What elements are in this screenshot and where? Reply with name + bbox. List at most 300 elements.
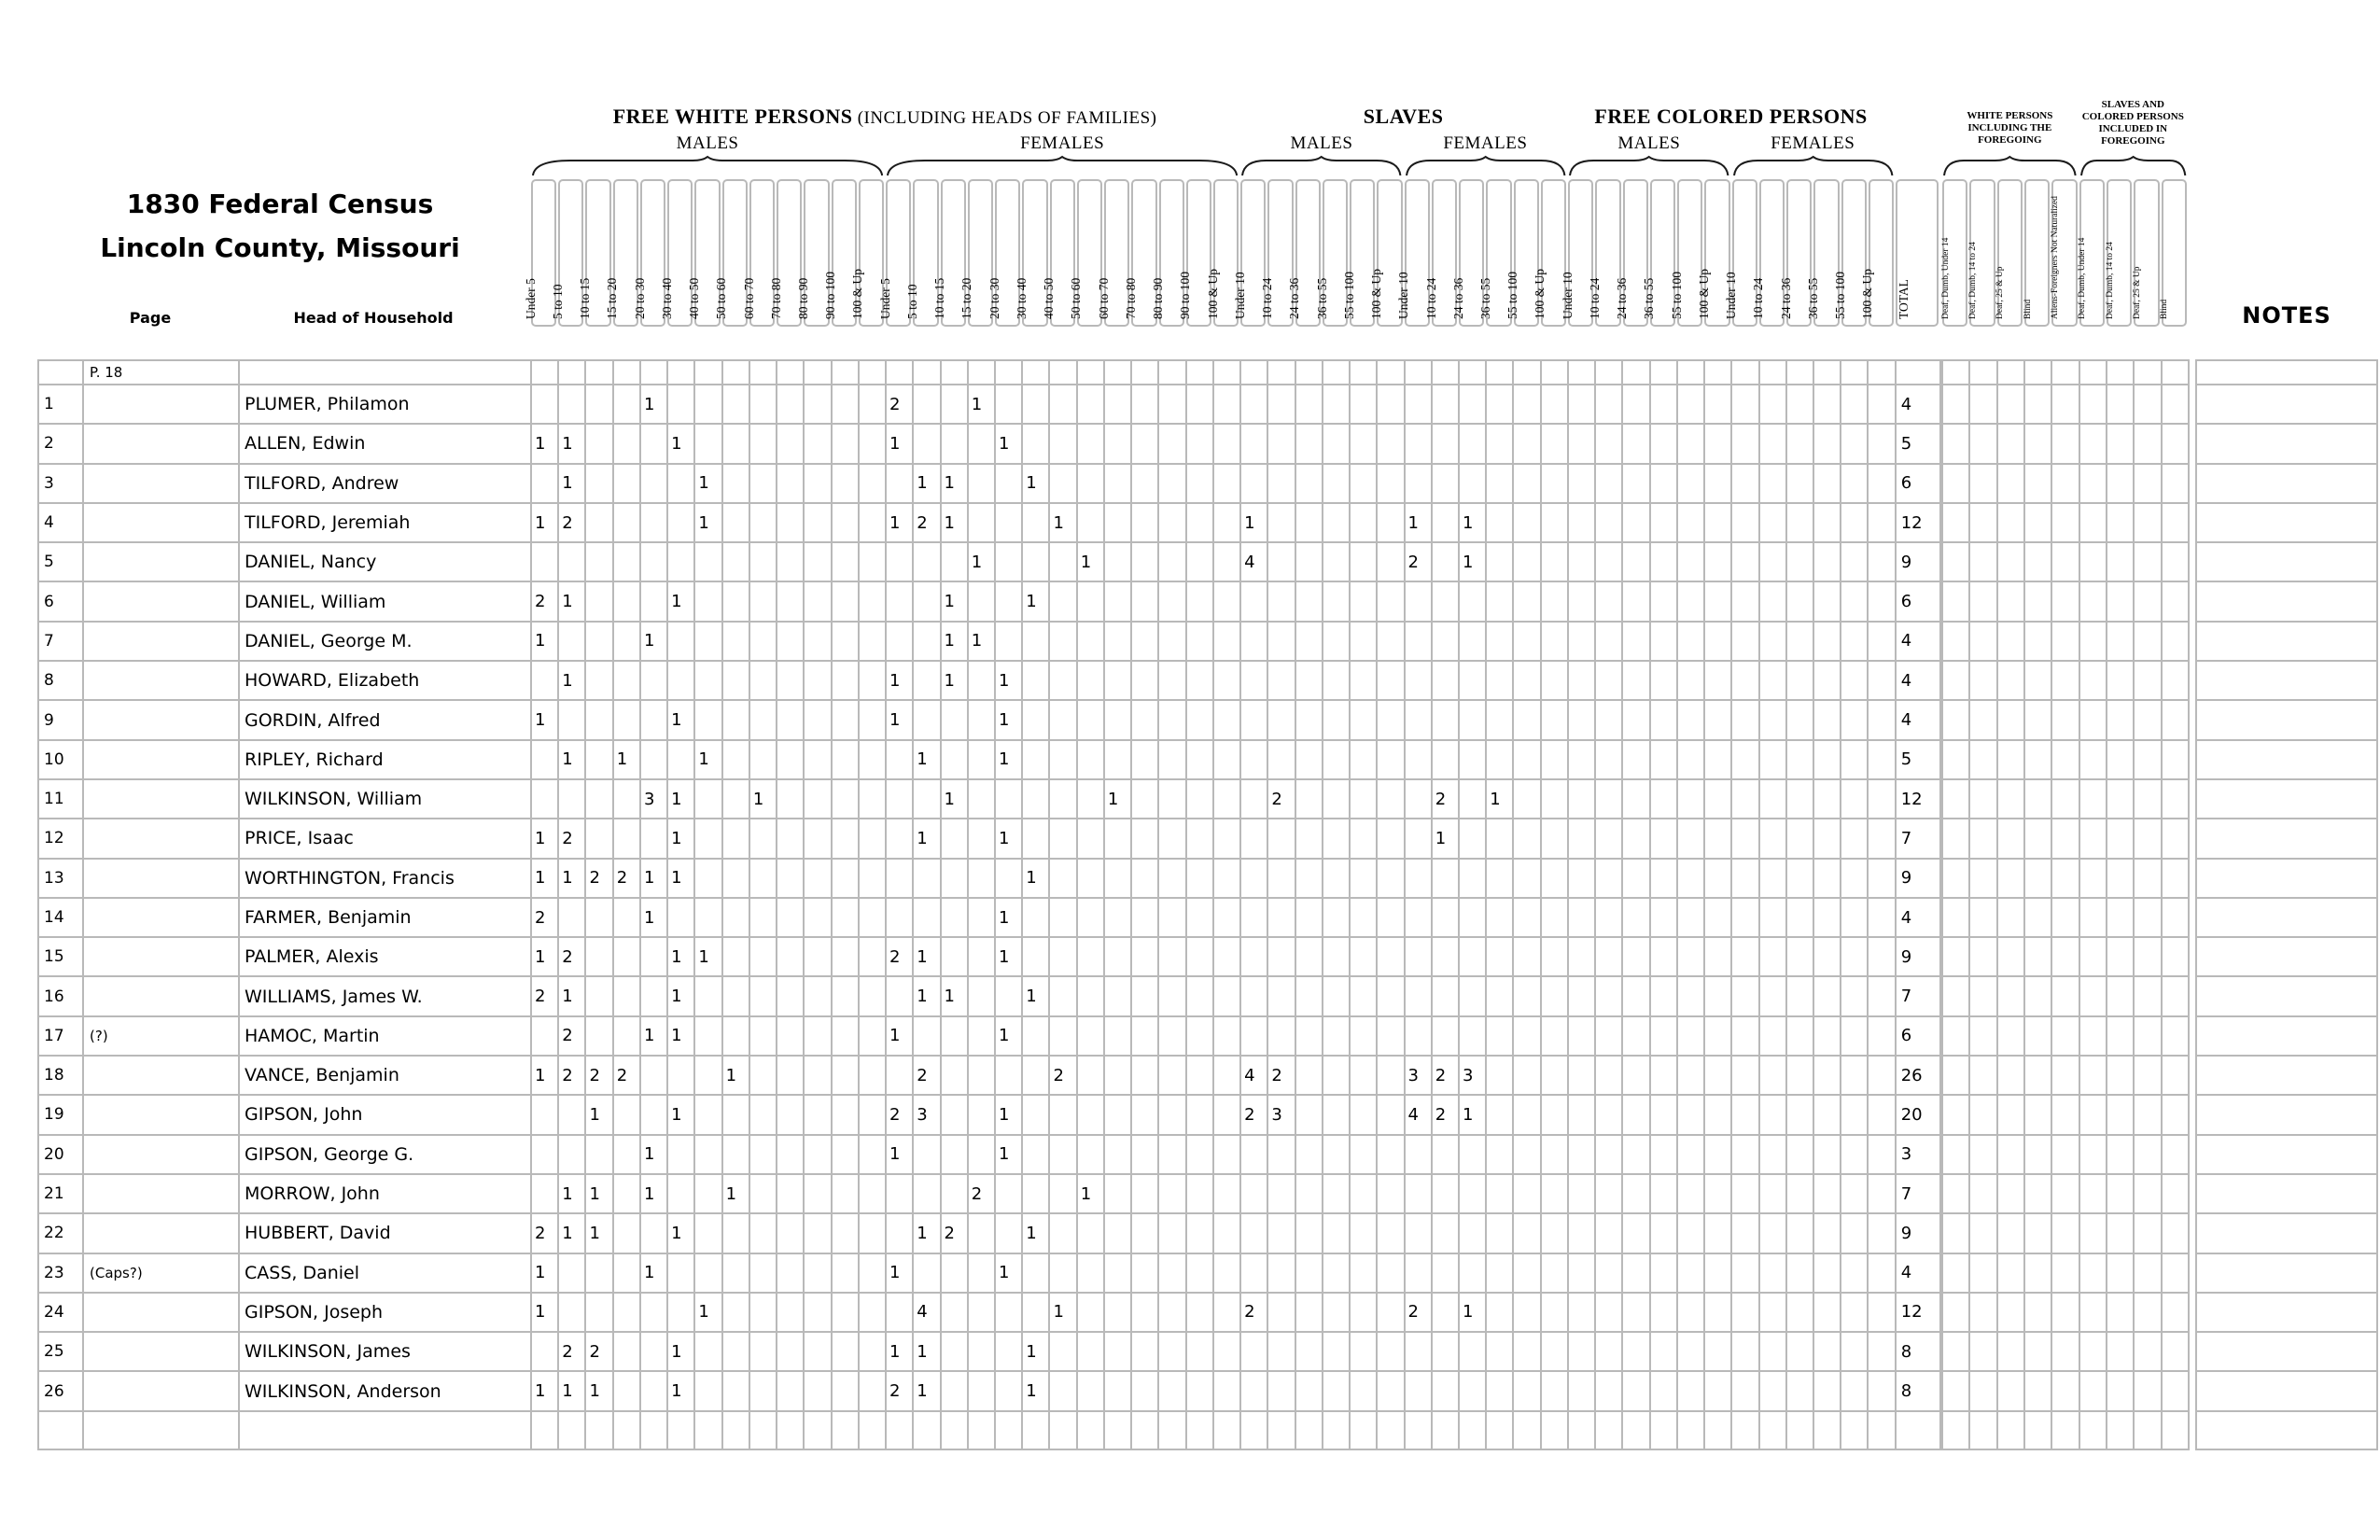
column-header-label: 20 to 30 [987, 277, 1001, 319]
age-count-cell [1078, 425, 1105, 464]
age-count-cell [723, 1254, 750, 1294]
age-count-cell [1869, 1333, 1896, 1372]
section-label-females-5: FEMALES [1771, 133, 1855, 153]
age-count-cell [695, 1136, 722, 1175]
age-count-cell [1514, 1294, 1541, 1333]
age-count-cell [996, 465, 1023, 504]
age-count-cell [1078, 1136, 1105, 1175]
age-count-cell: 1 [559, 1214, 586, 1253]
head-of-household [240, 361, 532, 385]
age-count-cell [942, 361, 969, 385]
age-count-cell [1078, 1214, 1105, 1253]
column-header-label: 40 to 50 [1042, 277, 1057, 319]
age-count-cell [1514, 1254, 1541, 1294]
age-count-cell [641, 819, 668, 859]
age-count-cell [1623, 1057, 1650, 1096]
age-count-cell: 1 [914, 938, 941, 977]
age-count-cell [1841, 1333, 1869, 1372]
head-of-household: MORROW, John [240, 1175, 532, 1214]
age-count-cell [996, 504, 1023, 543]
age-count-cell [1268, 425, 1295, 464]
head-of-household: HAMOC, Martin [240, 1017, 532, 1057]
special-cell [2107, 385, 2135, 425]
age-count-cell: 1 [668, 819, 695, 859]
age-count-cell [942, 938, 969, 977]
age-count-cell [723, 1136, 750, 1175]
special-column-header-5 [2079, 179, 2105, 327]
special-cell [2080, 938, 2107, 977]
column-header-total [1896, 179, 1939, 327]
age-count-cell [860, 1175, 887, 1214]
age-count-cell [914, 361, 941, 385]
age-count-cell [559, 1096, 586, 1135]
age-count-cell [750, 1136, 777, 1175]
age-count-cell [723, 465, 750, 504]
age-count-cell [942, 543, 969, 582]
age-count-cell [1078, 662, 1105, 701]
age-count-cell [1159, 860, 1186, 899]
age-count-cell [1732, 465, 1759, 504]
age-count-cell [1187, 1175, 1214, 1214]
age-count-cell [1187, 361, 1214, 385]
age-count-cell [1078, 938, 1105, 977]
age-count-cell [860, 819, 887, 859]
age-count-cell [1487, 1412, 1514, 1450]
special-cell [2135, 1412, 2162, 1450]
age-count-cell: 3 [1460, 1057, 1487, 1096]
age-count-cell: 1 [996, 899, 1023, 938]
age-count-cell [1296, 860, 1323, 899]
age-count-cell: 2 [559, 1333, 586, 1372]
age-count-cell [1214, 1333, 1241, 1372]
row-number: 12 [39, 819, 84, 859]
age-count-cell [614, 1254, 641, 1294]
age-count-cell [1542, 938, 1569, 977]
age-count-cell: 1 [668, 1214, 695, 1253]
special-cell [2052, 860, 2079, 899]
age-count-cell [614, 1096, 641, 1135]
age-count-cell [1705, 741, 1732, 780]
row-number: 16 [39, 977, 84, 1016]
column-header-label: 70 to 80 [1123, 277, 1138, 319]
age-count-cell [1514, 1057, 1541, 1096]
age-count-cell [1732, 1017, 1759, 1057]
age-count-cell [1596, 701, 1623, 740]
age-count-cell: 2 [887, 1096, 914, 1135]
age-count-cell [1623, 1214, 1650, 1253]
age-count-cell [1514, 819, 1541, 859]
age-count-cell [1132, 741, 1159, 780]
age-count-cell [1078, 1254, 1105, 1294]
age-count-cell [1569, 977, 1596, 1016]
age-count-cell [1296, 361, 1323, 385]
age-count-cell [1105, 623, 1132, 662]
total-cell: 9 [1897, 860, 1941, 899]
age-count-cell [1814, 361, 1841, 385]
row-number [39, 361, 84, 385]
age-count-cell [914, 1017, 941, 1057]
age-count-cell: 1 [668, 1333, 695, 1372]
age-count-cell: 4 [1241, 1057, 1268, 1096]
special-cell [1943, 938, 1970, 977]
age-count-cell [1732, 425, 1759, 464]
age-count-cell [1159, 504, 1186, 543]
age-count-cell [1078, 1294, 1105, 1333]
age-count-cell: 1 [996, 425, 1023, 464]
row-number: 22 [39, 1214, 84, 1253]
age-count-cell [1651, 741, 1678, 780]
age-count-cell [1241, 1175, 1268, 1214]
special-column-header-label: Deaf, Dumb, Under 14 [2078, 237, 2088, 319]
age-count-cell [1651, 582, 1678, 622]
age-count-cell [1268, 361, 1295, 385]
age-count-cell [1760, 938, 1787, 977]
age-count-cell [1241, 1136, 1268, 1175]
age-count-cell [614, 780, 641, 819]
age-count-cell [1296, 780, 1323, 819]
age-count-cell [1433, 741, 1460, 780]
age-count-cell [1596, 543, 1623, 582]
age-count-cell [750, 860, 777, 899]
notes-cell [2197, 1096, 2378, 1135]
special-cell [2107, 899, 2135, 938]
age-count-cell [1378, 1333, 1405, 1372]
age-count-cell [1814, 582, 1841, 622]
age-count-cell [532, 780, 559, 819]
age-count-cell [1050, 1254, 1077, 1294]
special-cell [1998, 1254, 2025, 1294]
age-count-cell [1351, 361, 1378, 385]
age-count-cell [1323, 1214, 1351, 1253]
age-count-cell [1078, 1412, 1105, 1450]
age-count-cell [1323, 465, 1351, 504]
row-number: 1 [39, 385, 84, 425]
age-count-cell [1760, 582, 1787, 622]
age-count-cell [1460, 385, 1487, 425]
age-count-cell [777, 543, 805, 582]
age-count-cell [1487, 899, 1514, 938]
age-count-cell [1623, 741, 1650, 780]
page-note [84, 1136, 240, 1175]
age-count-cell [1378, 465, 1405, 504]
age-count-cell [1323, 1254, 1351, 1294]
age-count-cell [996, 977, 1023, 1016]
age-count-cell [1814, 701, 1841, 740]
age-count-cell [1050, 938, 1077, 977]
age-count-cell [1869, 938, 1896, 977]
age-count-cell [887, 1214, 914, 1253]
group-label-text: FREE WHITE PERSONS [612, 105, 853, 128]
age-count-cell [1296, 1057, 1323, 1096]
page-note [84, 1175, 240, 1214]
age-count-cell [1514, 1096, 1541, 1135]
age-count-cell [559, 899, 586, 938]
total-cell: 12 [1897, 780, 1941, 819]
age-count-cell [1705, 623, 1732, 662]
age-count-cell [1705, 662, 1732, 701]
age-count-cell [1760, 1372, 1787, 1411]
age-count-cell [805, 1017, 832, 1057]
age-count-cell [1351, 899, 1378, 938]
age-count-cell [1623, 1017, 1650, 1057]
age-count-cell [1296, 1294, 1323, 1333]
age-count-cell [1132, 1175, 1159, 1214]
age-count-cell [969, 860, 996, 899]
special-cell [1970, 1412, 1997, 1450]
age-count-cell: 1 [559, 425, 586, 464]
age-count-cell [969, 425, 996, 464]
age-count-cell [1132, 1294, 1159, 1333]
age-count-cell [1268, 1412, 1295, 1450]
special-cell [1998, 543, 2025, 582]
age-count-cell [1078, 504, 1105, 543]
age-count-cell [777, 465, 805, 504]
special-cell [2163, 977, 2190, 1016]
age-count-cell [1105, 1412, 1132, 1450]
age-count-cell [1678, 385, 1705, 425]
age-count-cell: 1 [1487, 780, 1514, 819]
age-count-cell [1296, 899, 1323, 938]
age-count-cell [1187, 977, 1214, 1016]
age-count-cell [1159, 780, 1186, 819]
age-count-cell: 1 [996, 938, 1023, 977]
age-count-cell [614, 938, 641, 977]
notes-cell [2197, 819, 2378, 859]
age-count-cell [1542, 543, 1569, 582]
special-column-header-label: Deaf, Dumb, 14 to 24 [2105, 242, 2115, 319]
age-count-cell [887, 361, 914, 385]
notes-cell [2197, 977, 2378, 1016]
head-of-household: GIPSON, Joseph [240, 1294, 532, 1333]
age-count-cell [1569, 1333, 1596, 1372]
head-of-household: ALLEN, Edwin [240, 425, 532, 464]
age-count-cell: 1 [887, 1017, 914, 1057]
notes-cell [2197, 425, 2378, 464]
age-count-cell [1241, 899, 1268, 938]
age-count-cell [1378, 1214, 1405, 1253]
age-count-cell [1132, 623, 1159, 662]
age-count-cell: 1 [668, 1372, 695, 1411]
age-count-cell [805, 780, 832, 819]
age-count-cell: 1 [1078, 1175, 1105, 1214]
age-count-cell [1869, 1057, 1896, 1096]
age-count-cell [1732, 1372, 1759, 1411]
age-count-cell: 1 [942, 662, 969, 701]
age-count-cell [942, 1057, 969, 1096]
total-cell: 4 [1897, 662, 1941, 701]
age-count-cell [1378, 385, 1405, 425]
age-count-cell [1596, 1372, 1623, 1411]
special-group-brace [1944, 157, 2076, 177]
age-count-cell [1841, 623, 1869, 662]
age-count-cell [1760, 701, 1787, 740]
age-count-cell [641, 1412, 668, 1450]
special-cell [2163, 425, 2190, 464]
special-cell [2052, 1214, 2079, 1253]
age-count-cell [1514, 425, 1541, 464]
age-count-cell [1705, 1136, 1732, 1175]
age-count-cell [614, 1136, 641, 1175]
age-count-cell [1406, 977, 1433, 1016]
age-count-cell [1296, 662, 1323, 701]
age-count-cell [1678, 425, 1705, 464]
special-cell [2107, 819, 2135, 859]
special-cell [2135, 623, 2162, 662]
age-count-cell [1433, 1294, 1460, 1333]
age-count-cell [668, 1294, 695, 1333]
special-column-header-label: Blind [2023, 299, 2033, 319]
age-count-cell [668, 1057, 695, 1096]
age-count-cell [723, 1294, 750, 1333]
row-number: 26 [39, 1372, 84, 1411]
special-cell [2107, 977, 2135, 1016]
age-count-cell [1023, 543, 1050, 582]
head-of-household: WILKINSON, William [240, 780, 532, 819]
total-cell: 7 [1897, 977, 1941, 1016]
age-count-cell [969, 741, 996, 780]
age-count-cell [1433, 1017, 1460, 1057]
age-count-cell [586, 361, 613, 385]
age-count-cell [777, 1136, 805, 1175]
total-cell: 5 [1897, 425, 1941, 464]
age-count-cell [695, 1372, 722, 1411]
age-count-cell [1787, 1254, 1814, 1294]
row-number: 21 [39, 1175, 84, 1214]
age-count-cell [969, 977, 996, 1016]
age-count-cell [1214, 1294, 1241, 1333]
special-cell [2025, 425, 2052, 464]
column-header-label: 24 to 36 [1287, 277, 1302, 319]
special-cell [1998, 1096, 2025, 1135]
age-count-cell [805, 361, 832, 385]
age-count-cell: 3 [1406, 1057, 1433, 1096]
special-cell [1970, 425, 1997, 464]
age-count-cell: 1 [914, 1214, 941, 1253]
special-cell [1970, 623, 1997, 662]
age-count-cell [1514, 361, 1541, 385]
age-count-cell [1787, 899, 1814, 938]
age-count-cell [1351, 938, 1378, 977]
special-cell [2080, 543, 2107, 582]
age-count-cell [1078, 860, 1105, 899]
special-cell [2163, 1096, 2190, 1135]
age-count-cell [1841, 780, 1869, 819]
age-count-cell [1323, 780, 1351, 819]
age-count-cell: 1 [914, 1372, 941, 1411]
age-count-cell [1787, 977, 1814, 1016]
age-count-cell [996, 1372, 1023, 1411]
age-count-cell [1814, 1096, 1841, 1135]
age-count-cell [1187, 1136, 1214, 1175]
head-of-household: PALMER, Alexis [240, 938, 532, 977]
age-count-cell [1406, 1136, 1433, 1175]
age-count-cell [1187, 385, 1214, 425]
age-count-cell [887, 780, 914, 819]
head-of-household: GIPSON, John [240, 1096, 532, 1135]
age-count-cell [1268, 938, 1295, 977]
age-count-cell [1296, 504, 1323, 543]
age-count-cell: 1 [942, 977, 969, 1016]
age-count-cell [887, 819, 914, 859]
special-cell [1998, 860, 2025, 899]
age-count-cell [1760, 623, 1787, 662]
age-count-cell [1678, 1214, 1705, 1253]
age-count-cell [750, 938, 777, 977]
age-count-cell [586, 504, 613, 543]
special-cell [2052, 1254, 2079, 1294]
special-cell [2080, 1333, 2107, 1372]
age-count-cell [641, 977, 668, 1016]
head-of-household: CASS, Daniel [240, 1254, 532, 1294]
age-count-cell [860, 1017, 887, 1057]
age-count-cell [1841, 938, 1869, 977]
special-cell [2052, 1412, 2079, 1450]
special-cell [1970, 361, 1997, 385]
age-count-cell [777, 780, 805, 819]
age-count-cell [1187, 1333, 1214, 1372]
special-cell [1970, 1214, 1997, 1253]
column-header-100-up [1860, 179, 1894, 327]
age-count-cell [1841, 543, 1869, 582]
age-count-cell [1705, 385, 1732, 425]
age-count-cell [586, 425, 613, 464]
special-cell [2135, 977, 2162, 1016]
age-count-cell [1814, 899, 1841, 938]
age-count-cell [1378, 899, 1405, 938]
head-of-household: PLUMER, Philamon [240, 385, 532, 425]
age-count-cell [942, 1294, 969, 1333]
special-cell [2052, 1057, 2079, 1096]
age-count-cell: 1 [641, 1175, 668, 1214]
total-cell: 6 [1897, 465, 1941, 504]
age-count-cell [1596, 819, 1623, 859]
age-count-cell [1050, 741, 1077, 780]
special-cell [1998, 819, 2025, 859]
age-count-cell [586, 977, 613, 1016]
special-cell [1998, 1412, 2025, 1450]
total-cell: 9 [1897, 543, 1941, 582]
age-count-cell: 1 [914, 741, 941, 780]
age-count-cell [1569, 1412, 1596, 1450]
age-count-cell [1323, 361, 1351, 385]
age-count-cell [586, 741, 613, 780]
age-count-cell [914, 899, 941, 938]
age-count-cell [1869, 623, 1896, 662]
age-count-cell [586, 582, 613, 622]
age-count-cell [1023, 662, 1050, 701]
age-count-cell [1705, 977, 1732, 1016]
age-count-cell [1651, 1412, 1678, 1450]
special-cell [1970, 1175, 1997, 1214]
age-count-cell [614, 1372, 641, 1411]
age-count-cell [1514, 780, 1541, 819]
age-count-cell [1487, 582, 1514, 622]
age-count-cell: 1 [641, 1017, 668, 1057]
age-count-cell [1841, 1096, 1869, 1135]
age-count-cell [1705, 425, 1732, 464]
age-count-cell [1296, 1214, 1323, 1253]
age-count-cell [1841, 504, 1869, 543]
special-cell [2163, 701, 2190, 740]
age-count-cell: 1 [559, 662, 586, 701]
age-count-cell: 2 [942, 1214, 969, 1253]
special-cell [2025, 780, 2052, 819]
column-header-label: 30 to 40 [1014, 277, 1029, 319]
age-count-cell [1814, 1175, 1841, 1214]
age-count-cell [1268, 1294, 1295, 1333]
age-count-cell [1869, 465, 1896, 504]
age-count-cell: 1 [641, 1254, 668, 1294]
